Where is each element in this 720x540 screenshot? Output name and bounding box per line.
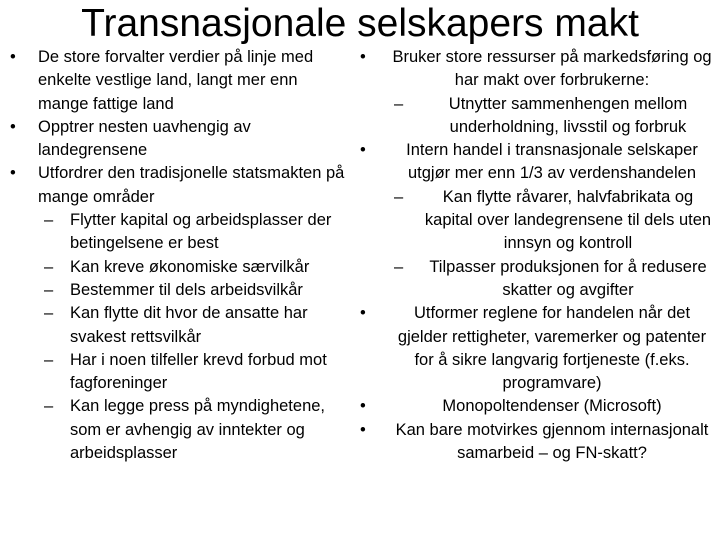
dash-marker: – bbox=[44, 304, 54, 323]
dash-marker: – bbox=[44, 397, 54, 416]
left-column bbox=[8, 46, 348, 465]
dash-marker: – bbox=[44, 350, 54, 369]
left-subbullet-text: Kan kreve økonomiske særvilkår bbox=[70, 257, 310, 276]
left-subbullet-item bbox=[8, 279, 348, 302]
bullet-marker: • bbox=[10, 48, 16, 66]
right-subbullet-text: Utnytter sammenhengen mellom underholdning, livsstil og forbruk bbox=[448, 94, 688, 136]
left-bullet-item bbox=[8, 46, 348, 116]
left-subbullet-item bbox=[8, 395, 348, 465]
left-subbullet-text: Bestemmer til dels arbeidsvilkår bbox=[70, 280, 303, 299]
left-subbullet-text: Kan flytte dit hvor de ansatte har svakest rettsvilkår bbox=[70, 304, 308, 346]
dash-marker: – bbox=[44, 280, 54, 299]
right-subbullet-text: Tilpasser produksjonen for å redusere skatter og avgifter bbox=[429, 257, 707, 299]
bullet-marker: • bbox=[360, 304, 366, 323]
right-subbullet-item bbox=[358, 256, 716, 303]
bullet-marker: • bbox=[10, 164, 16, 183]
left-bullet-item bbox=[8, 162, 348, 209]
dash-marker: – bbox=[394, 187, 404, 206]
dash-marker: – bbox=[394, 94, 404, 113]
left-subbullet-text: Flytter kapital og arbeidsplasser der betingelsene er best bbox=[70, 211, 332, 253]
dash-marker: – bbox=[394, 257, 404, 276]
right-bullet-text: Utformer reglene for handelen når det gjelder rettigheter, varemerker og patenter for å sikre langvarig fortjeneste (f.eks. programvare) bbox=[397, 304, 707, 393]
left-subbullet-item bbox=[8, 349, 348, 396]
left-bullet-list bbox=[8, 46, 348, 465]
dash-marker: – bbox=[44, 211, 54, 230]
right-bullet-text: Kan bare motvirkes gjennom internasjonalt samarbeid – og FN-skatt? bbox=[395, 420, 709, 463]
right-bullet-item bbox=[358, 302, 716, 395]
bullet-marker: • bbox=[360, 48, 366, 66]
bullet-marker: • bbox=[360, 397, 366, 416]
right-bullet-text: Bruker store ressurser på markedsføring og har makt over forbrukerne: bbox=[392, 48, 712, 90]
right-subbullet-item bbox=[358, 186, 716, 256]
slide-title: Transnasjonale selskapers makt bbox=[81, 2, 639, 45]
left-bullet-text: Utfordrer den tradisjonelle statsmakten på mange områder bbox=[38, 164, 345, 206]
right-bullet-list bbox=[358, 46, 716, 465]
left-subbullet-item bbox=[8, 256, 348, 279]
right-bullet-item bbox=[358, 139, 716, 186]
right-column bbox=[358, 46, 716, 465]
right-bullet-text: Intern handel i transnasjonale selskaper utgjør mer enn 1/3 av verdenshandelen bbox=[406, 141, 698, 183]
dash-marker: – bbox=[44, 257, 54, 276]
bullet-marker: • bbox=[360, 420, 366, 439]
bullet-marker: • bbox=[10, 117, 16, 136]
right-bullet-item bbox=[358, 395, 716, 418]
left-bullet-text: De store forvalter verdier på linje med enkelte vestlige land, langt mer enn mange fattige land bbox=[38, 48, 314, 113]
left-bullet-text: Opptrer nesten uavhengig av landegrensene bbox=[38, 117, 251, 160]
bullet-marker: • bbox=[360, 141, 366, 160]
right-subbullet-text: Kan flytte råvarer, halvfabrikata og kapital over landegrensene til dels uten innsyn og kontroll bbox=[424, 187, 712, 253]
left-subbullet-text: Kan legge press på myndighetene, som er avhengig av inntekter og arbeidsplasser bbox=[70, 397, 326, 463]
right-bullet-item bbox=[358, 46, 716, 93]
right-bullet-item bbox=[358, 419, 716, 466]
left-bullet-item bbox=[8, 116, 348, 163]
right-subbullet-item bbox=[358, 93, 716, 140]
left-subbullet-item bbox=[8, 302, 348, 349]
left-subbullet-item bbox=[8, 209, 348, 256]
right-bullet-text: Monopoltendenser (Microsoft) bbox=[442, 397, 662, 416]
left-subbullet-text: Har i noen tilfeller krevd forbud mot fagforeninger bbox=[70, 350, 327, 393]
